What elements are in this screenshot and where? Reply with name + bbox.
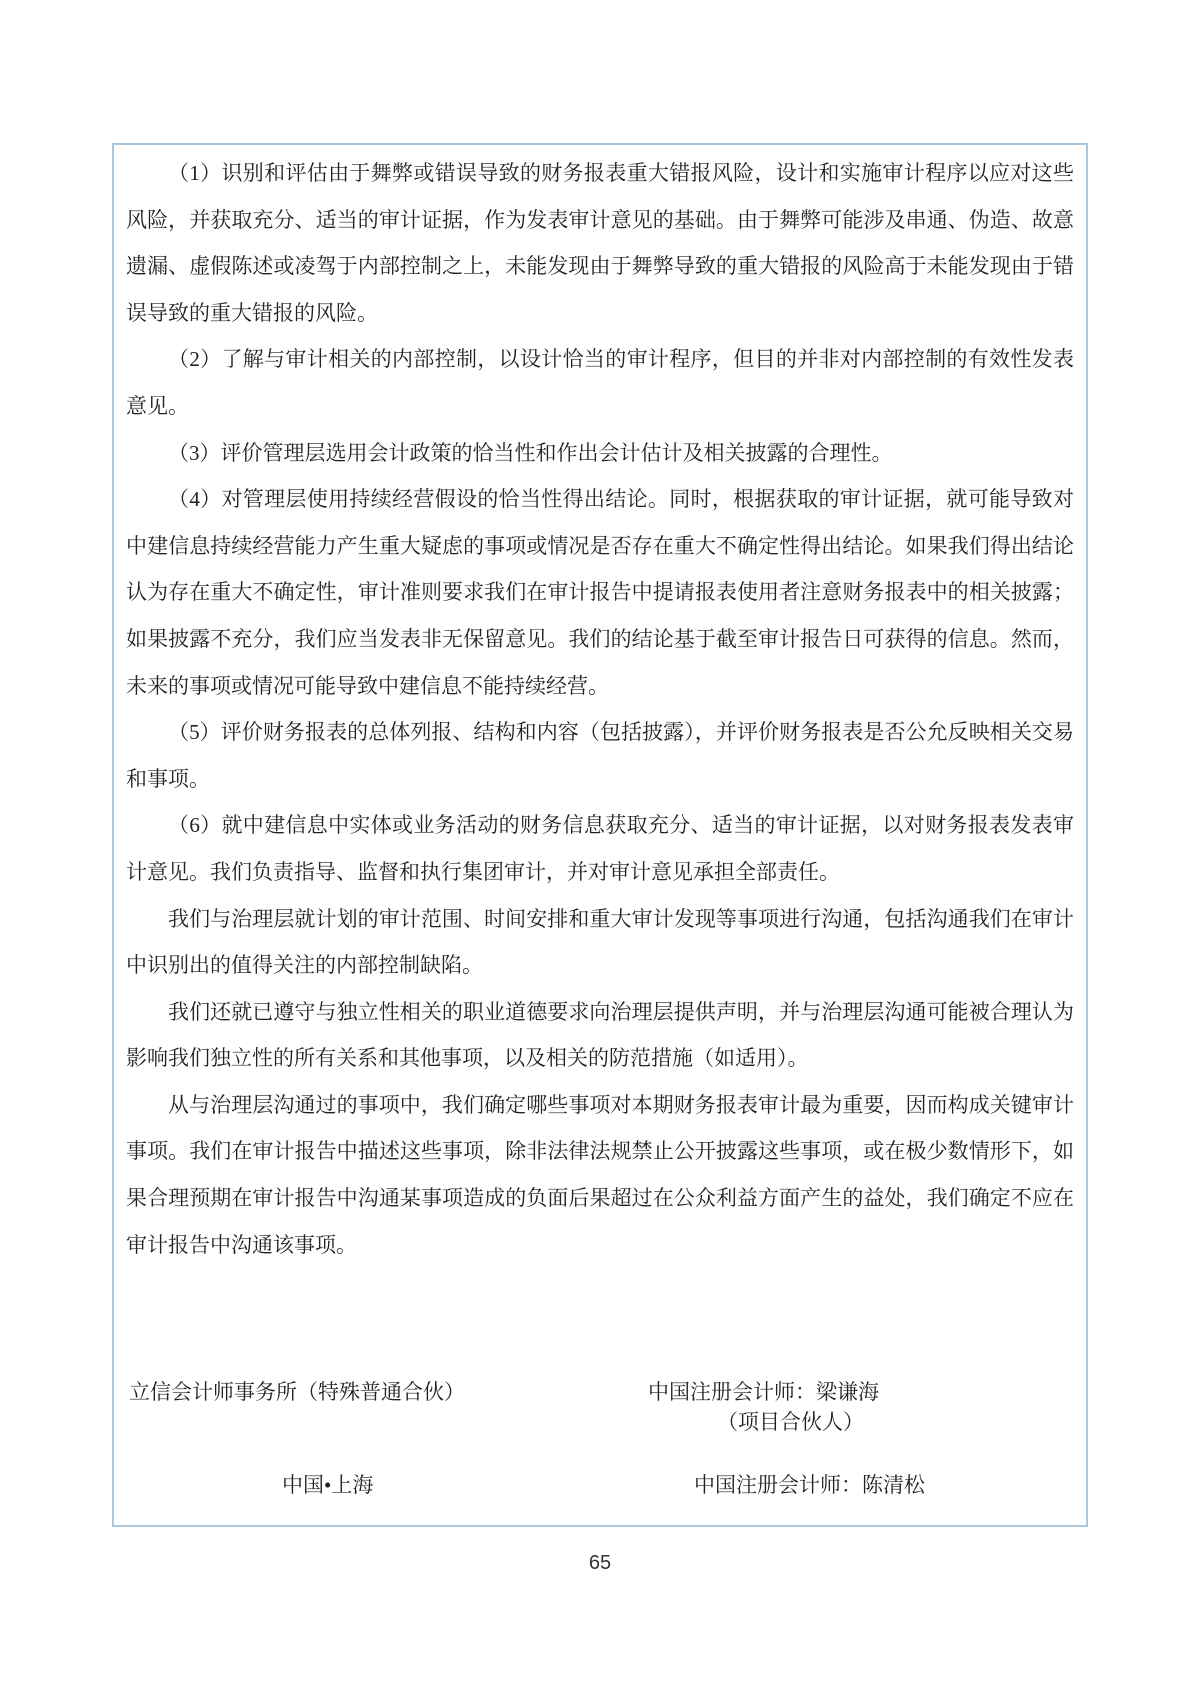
paragraph-going-concern: （4）对管理层使用持续经营假设的恰当性得出结论。同时，根据获取的审计证据，就可能导致对中建信息持续经营能力产生重大疑虑的事项或情况是否存在重大不确定性得出结论。如果我们得出结论认为存在重大不确定性，审计准则要求我们在审计报告中提请报表使用者注意财务报表中的相关披露；如果披露不充分，我们应当发表非无保留意见。我们的结论基于截至审计报告日可获得的信息。然而，未来的事项或情况可能导致中建信息不能持续经营。 — [126, 487, 1074, 698]
firm-location: 中国•上海 — [282, 1473, 374, 1497]
paragraph-governance-communication: 我们与治理层就计划的审计范围、时间安排和重大审计发现等事项进行沟通，包括沟通我们在审计中识别出的值得关注的内部控制缺陷。 — [126, 906, 1074, 978]
audit-responsibilities-section — [114, 145, 1086, 1268]
audit-report-text-box — [112, 143, 1088, 1527]
cpa-role-project-partner: （项目合伙人） — [717, 1410, 864, 1434]
paragraph-accounting-policies: （3）评价管理层选用会计政策的恰当性和作出会计估计及相关披露的合理性。 — [168, 440, 893, 465]
paragraph-independence-statement: 我们还就已遵守与独立性相关的职业道德要求向治理层提供声明，并与治理层沟通可能被合理认为影响我们独立性的所有关系和其他事项，以及相关的防范措施（如适用）。 — [126, 999, 1074, 1071]
paragraph-internal-control: （2）了解与审计相关的内部控制，以设计恰当的审计程序，但目的并非对内部控制的有效性发表意见。 — [126, 347, 1074, 418]
cpa-signature-1: 中国注册会计师：梁谦海 — [648, 1380, 879, 1404]
page-number: 65 — [588, 1552, 612, 1574]
paragraph-key-audit-matters: 从与治理层沟通过的事项中，我们确定哪些事项对本期财务报表审计最为重要，因而构成关键审计事项。我们在审计报告中描述这些事项，除非法律法规禁止公开披露这些事项，或在极少数情形下，如果合理预期在审计报告中沟通某事项造成的负面后果超过在公众利益方面产生的益处，我们确定不应在审计报告中沟通该事项。 — [126, 1092, 1074, 1257]
paragraph-risk-assessment: （1）识别和评估由于舞弊或错误导致的财务报表重大错报风险，设计和实施审计程序以应对这些风险，并获取充分、适当的审计证据，作为发表审计意见的基础。由于舞弊可能涉及串通、伪造、故意遗漏、虚假陈述或凌驾于内部控制之上，未能发现由于舞弊导致的重大错报的风险高于未能发现由于错误导致的重大错报的风险。 — [126, 161, 1074, 325]
cpa-signature-2: 中国注册会计师：陈清松 — [694, 1473, 925, 1497]
paragraph-overall-presentation: （5）评价财务报表的总体列报、结构和内容（包括披露），并评价财务报表是否公允反映相关交易和事项。 — [126, 720, 1074, 791]
audit-firm-name: 立信会计师事务所（特殊普通合伙） — [129, 1380, 465, 1404]
paragraph-group-audit: （6）就中建信息中实体或业务活动的财务信息获取充分、适当的审计证据，以对财务报表发表审计意见。我们负责指导、监督和执行集团审计，并对审计意见承担全部责任。 — [126, 813, 1074, 884]
